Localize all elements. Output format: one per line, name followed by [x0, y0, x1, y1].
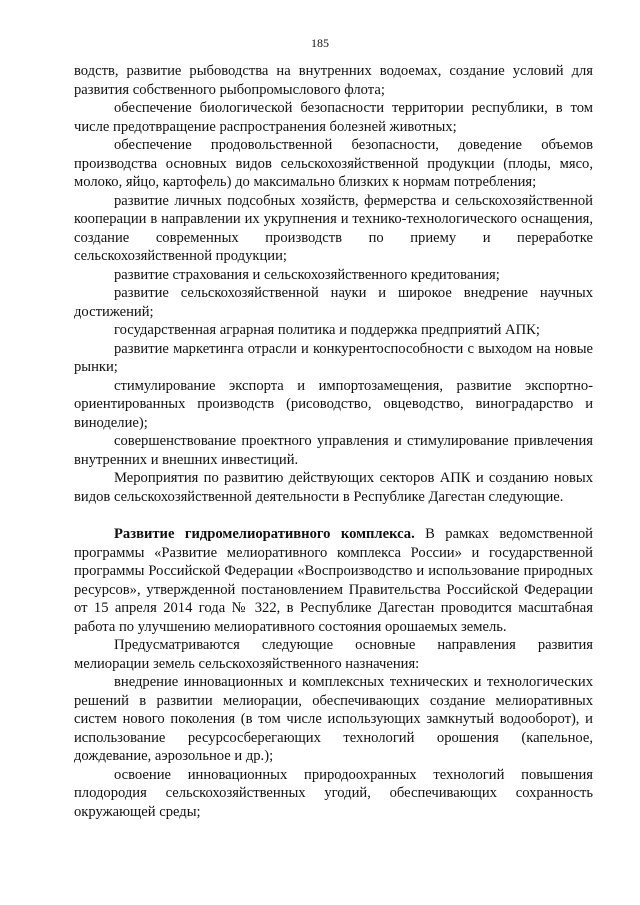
paragraph: совершенствование проектного управления и стимулирование привлечения внутренних и внешних инвестиций. [74, 433, 593, 468]
paragraph: внедрение инновационных и комплексных технических и технологических решений в развитии мелиорации, обеспечивающих создание мелиоративных систем нового поколения (в том числе использующих замкнутый водооборот), и использование ресурсосберегающих технологий орошения (капельное, дождевание, аэрозольное и др.); [74, 674, 593, 764]
document-body [74, 62, 593, 821]
section-heading: Развитие гидромелиоративного комплекса. [114, 526, 415, 542]
paragraph: государственная аграрная политика и поддержка предприятий АПК; [114, 322, 540, 338]
section-spacer [74, 506, 593, 525]
paragraph: развитие личных подсобных хозяйств, фермерства и сельскохозяйственной кооперации в направлении их укрупнения и технико-технологического оснащения, создание современных производств по приему и переработке сельскохозяйственной продукции; [74, 192, 593, 264]
paragraph: обеспечение биологической безопасности территории республики, в том числе предотвращение распространения болезней животных; [74, 100, 593, 135]
paragraph: развитие маркетинга отрасли и конкурентоспособности с выходом на новые рынки; [74, 340, 593, 375]
paragraph: обеспечение продовольственной безопасности, доведение объемов производства основных видов сельскохозяйственной продукции (плоды, мясо, молоко, яйцо, картофель) до максимально близких к нормам потребления; [74, 137, 593, 190]
section-text: В рамках ведомственной программы «Развитие мелиоративного комплекса России» и государственной программы Российской Федерации «Воспроизводство и использование природных ресурсов», утвержденной постановлением Правительства Российской Федерации от 15 апреля 2014 года № 322, в Республике Дагестан проводится масштабная работа по улучшению мелиоративного состояния орошаемых земель. [74, 526, 593, 635]
paragraph: водств, развитие рыбоводства на внутренних водоемах, создание условий для развития собственного рыбопромыслового флота; [74, 63, 593, 98]
section-paragraph [74, 525, 593, 636]
paragraph: Мероприятия по развитию действующих секторов АПК и созданию новых видов сельскохозяйственной деятельности в Республике Дагестан следующие. [74, 470, 593, 505]
paragraph: стимулирование экспорта и импортозамещения, развитие экспортно-ориентированных производств (рисоводство, овцеводство, виноградарство и виноделие); [74, 377, 593, 431]
paragraph: освоение инновационных природоохранных технологий повышения плодородия сельскохозяйственных угодий, обеспечивающих сохранность окружающей среды; [74, 766, 593, 820]
page-number: 185 [311, 36, 329, 50]
paragraph: развитие страхования и сельскохозяйственного кредитования; [114, 266, 500, 283]
paragraph: развитие сельскохозяйственной науки и широкое внедрение научных достижений; [74, 285, 593, 320]
paragraph: Предусматриваются следующие основные направления развития мелиорации земель сельскохозяйственного назначения: [74, 637, 593, 672]
